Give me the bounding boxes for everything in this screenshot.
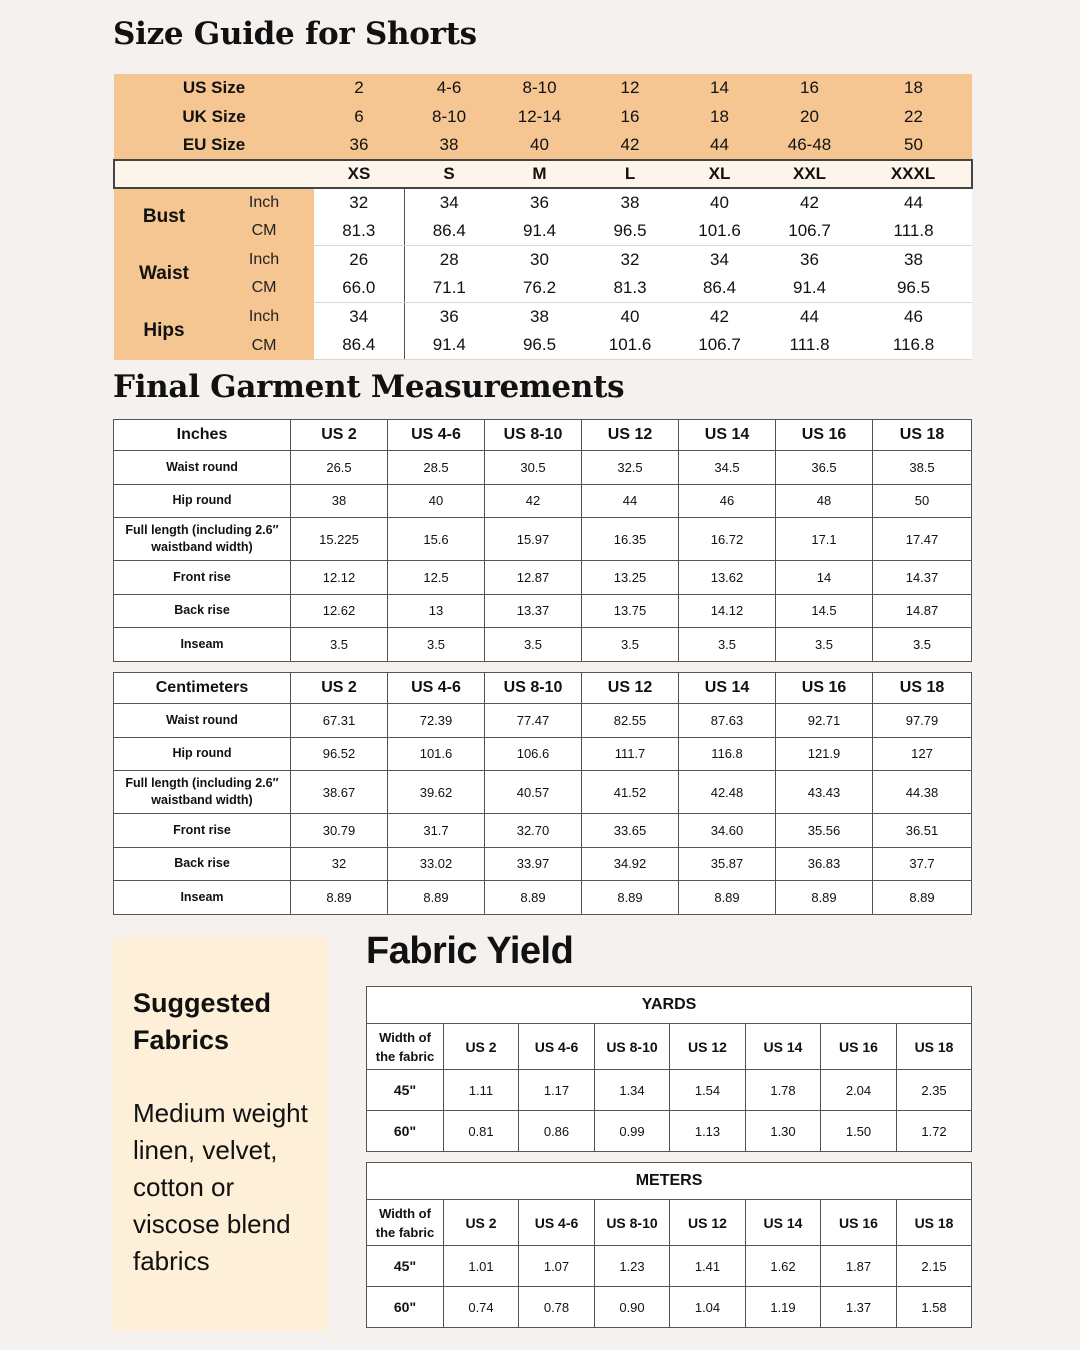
- size-cell: 12-14: [494, 103, 585, 132]
- table-cell: 35.56: [776, 814, 873, 848]
- table-cell: 0.90: [595, 1287, 670, 1328]
- table-cell: 106.6: [485, 737, 582, 771]
- measure-cell: 36: [764, 246, 855, 275]
- table-cell: 31.7: [388, 814, 485, 848]
- size-cell: 42: [585, 131, 675, 160]
- measure-cell: 36: [404, 303, 494, 332]
- table-cell: 14.12: [679, 594, 776, 628]
- table-cell: 16.72: [679, 518, 776, 561]
- table-row: [114, 737, 972, 771]
- table-cell: 43.43: [776, 771, 873, 814]
- measure-cell: 111.8: [764, 331, 855, 360]
- table-cell: 1.72: [897, 1111, 972, 1152]
- measure-cell: 96.5: [494, 331, 585, 360]
- table-cell: 8.89: [291, 881, 388, 915]
- measure-group-label: Waist: [114, 246, 214, 303]
- suggested-fabrics-title: Suggested Fabrics: [133, 988, 272, 1055]
- table-cell: 38.67: [291, 771, 388, 814]
- table-cell: 1.41: [670, 1246, 746, 1287]
- measure-group-label: Hips: [114, 303, 214, 360]
- measure-cell: 96.5: [585, 217, 675, 246]
- table-cell: 32.5: [582, 451, 679, 485]
- column-header: Centimeters: [114, 673, 291, 704]
- table-cell: 121.9: [776, 737, 873, 771]
- table-row: [114, 561, 972, 595]
- table-cell: 12.12: [291, 561, 388, 595]
- measure-cell: 42: [764, 188, 855, 217]
- row-label: Hip round: [114, 737, 291, 771]
- table-cell: 3.5: [679, 628, 776, 662]
- letter-size-cell: XL: [675, 160, 764, 189]
- table-cell: 96.52: [291, 737, 388, 771]
- measure-cell: 96.5: [855, 274, 972, 303]
- table-cell: 30.5: [485, 451, 582, 485]
- table-cell: 1.23: [595, 1246, 670, 1287]
- table-caption: YARDS: [367, 987, 972, 1024]
- column-header: US 14: [679, 673, 776, 704]
- unit-label: CM: [214, 274, 314, 303]
- table-cell: 8.89: [873, 881, 972, 915]
- table-cell: 13: [388, 594, 485, 628]
- table-cell: 17.47: [873, 518, 972, 561]
- suggested-fabrics-text: Medium weight linen, velvet, cotton or viscose blend fabrics: [133, 1098, 308, 1276]
- table-cell: 0.99: [595, 1111, 670, 1152]
- row-label: 45": [367, 1246, 444, 1287]
- row-label: Waist round: [114, 451, 291, 485]
- table-row: [367, 1070, 972, 1111]
- measure-cell: 101.6: [675, 217, 764, 246]
- column-header: US 4-6: [519, 1024, 595, 1070]
- table-cell: 30.79: [291, 814, 388, 848]
- measure-row-inch: [114, 188, 972, 217]
- column-header: US 4-6: [388, 420, 485, 451]
- table-cell: 13.25: [582, 561, 679, 595]
- column-header: US 2: [291, 673, 388, 704]
- column-header: US 4-6: [519, 1200, 595, 1246]
- row-label: 60": [367, 1111, 444, 1152]
- table-cell: 1.62: [746, 1246, 821, 1287]
- size-cell: 16: [585, 103, 675, 132]
- table-cell: 32.70: [485, 814, 582, 848]
- letter-size-cell: XS: [314, 160, 404, 189]
- table-cell: 1.30: [746, 1111, 821, 1152]
- size-cell: 12: [585, 74, 675, 103]
- letter-size-row: [114, 160, 972, 189]
- letter-size-label-cell: [114, 160, 314, 189]
- table-cell: 1.17: [519, 1070, 595, 1111]
- table-caption: METERS: [367, 1163, 972, 1200]
- measure-row-cm: [114, 217, 972, 246]
- table-cell: 3.5: [582, 628, 679, 662]
- column-header: US 12: [582, 420, 679, 451]
- table-cell: 3.5: [388, 628, 485, 662]
- yield-yards-table: [366, 986, 972, 1152]
- table-row: [114, 451, 972, 485]
- table-cell: 1.54: [670, 1070, 746, 1111]
- measure-cell: 32: [314, 188, 404, 217]
- table-cell: 116.8: [679, 737, 776, 771]
- table-cell: 87.63: [679, 704, 776, 738]
- table-cell: 33.65: [582, 814, 679, 848]
- row-label: Front rise: [114, 814, 291, 848]
- row-label: Back rise: [114, 847, 291, 881]
- table-cell: 8.89: [679, 881, 776, 915]
- column-header: US 2: [444, 1024, 519, 1070]
- table-cell: 127: [873, 737, 972, 771]
- size-cell: 4-6: [404, 74, 494, 103]
- table-cell: 0.86: [519, 1111, 595, 1152]
- measure-cell: 42: [675, 303, 764, 332]
- table-cell: 26.5: [291, 451, 388, 485]
- measure-cell: 36: [494, 188, 585, 217]
- table-cell: 1.37: [821, 1287, 897, 1328]
- table-cell: 1.87: [821, 1246, 897, 1287]
- size-region-label: US Size: [114, 74, 314, 103]
- table-row: [114, 704, 972, 738]
- header-row: [367, 1024, 972, 1070]
- size-cell: 8-10: [494, 74, 585, 103]
- row-label: Hip round: [114, 484, 291, 518]
- size-cell: 18: [675, 103, 764, 132]
- size-cell: 6: [314, 103, 404, 132]
- row-label: Inseam: [114, 628, 291, 662]
- letter-size-cell: XXL: [764, 160, 855, 189]
- size-region-row: [114, 74, 972, 103]
- table-cell: 72.39: [388, 704, 485, 738]
- size-cell: 8-10: [404, 103, 494, 132]
- measure-cell: 106.7: [675, 331, 764, 360]
- measure-cell: 38: [585, 188, 675, 217]
- measure-cell: 44: [855, 188, 972, 217]
- size-cell: 38: [404, 131, 494, 160]
- measure-cell: 40: [585, 303, 675, 332]
- header-row: [114, 673, 972, 704]
- table-cell: 41.52: [582, 771, 679, 814]
- measure-cell: 86.4: [314, 331, 404, 360]
- column-header: US 14: [746, 1024, 821, 1070]
- measure-cell: 81.3: [585, 274, 675, 303]
- measure-cell: 28: [404, 246, 494, 275]
- size-cell: 46-48: [764, 131, 855, 160]
- size-cell: 2: [314, 74, 404, 103]
- table-row: [367, 1246, 972, 1287]
- table-cell: 40: [388, 484, 485, 518]
- table-cell: 1.78: [746, 1070, 821, 1111]
- table-row: [367, 1111, 972, 1152]
- measure-cell: 32: [585, 246, 675, 275]
- table-cell: 33.02: [388, 847, 485, 881]
- measure-row-inch: [114, 303, 972, 332]
- table-cell: 2.15: [897, 1246, 972, 1287]
- column-header: US 14: [679, 420, 776, 451]
- measure-cell: 34: [314, 303, 404, 332]
- size-region-row: [114, 103, 972, 132]
- measure-cell: 86.4: [404, 217, 494, 246]
- column-header: US 4-6: [388, 673, 485, 704]
- table-cell: 101.6: [388, 737, 485, 771]
- table-cell: 48: [776, 484, 873, 518]
- row-label: Full length (including 2.6″ waistband width): [114, 771, 291, 814]
- table-cell: 1.19: [746, 1287, 821, 1328]
- measure-row-cm: [114, 331, 972, 360]
- size-region-label: UK Size: [114, 103, 314, 132]
- yield-meters-table: [366, 1162, 972, 1328]
- unit-label: Inch: [214, 188, 314, 217]
- size-guide-table: [113, 74, 971, 360]
- suggested-fabrics-panel: [113, 937, 328, 1331]
- column-header: US 14: [746, 1200, 821, 1246]
- header-row: [114, 420, 972, 451]
- caption-row: [367, 987, 972, 1024]
- table-cell: 3.5: [291, 628, 388, 662]
- table-cell: 16.35: [582, 518, 679, 561]
- table-cell: 1.34: [595, 1070, 670, 1111]
- table-cell: 28.5: [388, 451, 485, 485]
- table-cell: 8.89: [485, 881, 582, 915]
- table-cell: 0.78: [519, 1287, 595, 1328]
- table-row: [114, 594, 972, 628]
- table-cell: 111.7: [582, 737, 679, 771]
- column-header: US 18: [873, 420, 972, 451]
- row-label: 60": [367, 1287, 444, 1328]
- garment-cm-table: [113, 672, 972, 915]
- letter-size-cell: XXXL: [855, 160, 972, 189]
- column-header: US 16: [776, 420, 873, 451]
- table-cell: 15.225: [291, 518, 388, 561]
- table-cell: 82.55: [582, 704, 679, 738]
- measure-cell: 76.2: [494, 274, 585, 303]
- measure-row-cm: [114, 274, 972, 303]
- garment-inches-table: [113, 419, 972, 662]
- table-cell: 15.97: [485, 518, 582, 561]
- size-cell: 20: [764, 103, 855, 132]
- size-cell: 16: [764, 74, 855, 103]
- size-cell: 50: [855, 131, 972, 160]
- unit-label: Inch: [214, 246, 314, 275]
- table-cell: 34.60: [679, 814, 776, 848]
- measure-cell: 71.1: [404, 274, 494, 303]
- table-row: [114, 484, 972, 518]
- column-header: US 8-10: [595, 1024, 670, 1070]
- table-row: [114, 771, 972, 814]
- size-cell: 14: [675, 74, 764, 103]
- row-label: Back rise: [114, 594, 291, 628]
- column-header: US 18: [897, 1200, 972, 1246]
- column-header: US 12: [582, 673, 679, 704]
- table-cell: 50: [873, 484, 972, 518]
- table-cell: 3.5: [873, 628, 972, 662]
- table-cell: 1.50: [821, 1111, 897, 1152]
- measure-cell: 116.8: [855, 331, 972, 360]
- column-header: US 12: [670, 1024, 746, 1070]
- column-header: US 2: [291, 420, 388, 451]
- column-header: Inches: [114, 420, 291, 451]
- table-cell: 36.5: [776, 451, 873, 485]
- table-cell: 38: [291, 484, 388, 518]
- table-row: [114, 518, 972, 561]
- table-cell: 44: [582, 484, 679, 518]
- table-cell: 1.04: [670, 1287, 746, 1328]
- unit-label: CM: [214, 217, 314, 246]
- table-cell: 46: [679, 484, 776, 518]
- table-cell: 3.5: [776, 628, 873, 662]
- measure-cell: 30: [494, 246, 585, 275]
- table-row: [114, 628, 972, 662]
- table-cell: 38.5: [873, 451, 972, 485]
- measure-cell: 81.3: [314, 217, 404, 246]
- size-region-label: EU Size: [114, 131, 314, 160]
- table-cell: 1.13: [670, 1111, 746, 1152]
- measure-cell: 40: [675, 188, 764, 217]
- row-label: Full length (including 2.6″ waistband width): [114, 518, 291, 561]
- column-header: US 2: [444, 1200, 519, 1246]
- table-cell: 13.37: [485, 594, 582, 628]
- measure-row-inch: [114, 246, 972, 275]
- table-cell: 14.37: [873, 561, 972, 595]
- measure-cell: 111.8: [855, 217, 972, 246]
- table-cell: 14.87: [873, 594, 972, 628]
- fabric-yield-title: Fabric Yield: [366, 930, 574, 972]
- letter-size-cell: S: [404, 160, 494, 189]
- letter-size-cell: L: [585, 160, 675, 189]
- measure-cell: 34: [675, 246, 764, 275]
- row-label: Waist round: [114, 704, 291, 738]
- row-label: Inseam: [114, 881, 291, 915]
- table-cell: 1.07: [519, 1246, 595, 1287]
- table-cell: 15.6: [388, 518, 485, 561]
- size-guide-title: Size Guide for Shorts: [113, 16, 477, 52]
- table-cell: 12.5: [388, 561, 485, 595]
- column-header: US 8-10: [595, 1200, 670, 1246]
- table-cell: 39.62: [388, 771, 485, 814]
- table-cell: 0.74: [444, 1287, 519, 1328]
- table-cell: 35.87: [679, 847, 776, 881]
- measure-cell: 46: [855, 303, 972, 332]
- column-header: Width of the fabric: [367, 1200, 444, 1246]
- table-row: [114, 814, 972, 848]
- table-cell: 13.75: [582, 594, 679, 628]
- table-cell: 12.87: [485, 561, 582, 595]
- table-cell: 97.79: [873, 704, 972, 738]
- caption-row: [367, 1163, 972, 1200]
- column-header: US 16: [776, 673, 873, 704]
- table-cell: 40.57: [485, 771, 582, 814]
- table-cell: 34.5: [679, 451, 776, 485]
- table-cell: 1.11: [444, 1070, 519, 1111]
- table-cell: 42: [485, 484, 582, 518]
- measure-cell: 38: [855, 246, 972, 275]
- size-cell: 22: [855, 103, 972, 132]
- measure-cell: 26: [314, 246, 404, 275]
- column-header: US 8-10: [485, 420, 582, 451]
- table-cell: 42.48: [679, 771, 776, 814]
- table-cell: 77.47: [485, 704, 582, 738]
- table-row: [114, 881, 972, 915]
- measure-cell: 66.0: [314, 274, 404, 303]
- table-cell: 8.89: [388, 881, 485, 915]
- table-cell: 13.62: [679, 561, 776, 595]
- table-cell: 36.51: [873, 814, 972, 848]
- size-cell: 18: [855, 74, 972, 103]
- table-cell: 67.31: [291, 704, 388, 738]
- column-header: US 18: [897, 1024, 972, 1070]
- measure-cell: 38: [494, 303, 585, 332]
- unit-label: Inch: [214, 303, 314, 332]
- column-header: US 18: [873, 673, 972, 704]
- table-cell: 14: [776, 561, 873, 595]
- table-cell: 92.71: [776, 704, 873, 738]
- measure-cell: 101.6: [585, 331, 675, 360]
- table-cell: 8.89: [582, 881, 679, 915]
- header-row: [367, 1200, 972, 1246]
- table-cell: 2.04: [821, 1070, 897, 1111]
- letter-size-cell: M: [494, 160, 585, 189]
- table-cell: 0.81: [444, 1111, 519, 1152]
- row-label: 45": [367, 1070, 444, 1111]
- table-cell: 3.5: [485, 628, 582, 662]
- table-cell: 32: [291, 847, 388, 881]
- table-cell: 36.83: [776, 847, 873, 881]
- size-region-row: [114, 131, 972, 160]
- measure-group-label: Bust: [114, 188, 214, 245]
- measure-cell: 91.4: [404, 331, 494, 360]
- column-header: US 8-10: [485, 673, 582, 704]
- table-cell: 2.35: [897, 1070, 972, 1111]
- unit-label: CM: [214, 331, 314, 360]
- size-cell: 44: [675, 131, 764, 160]
- table-cell: 34.92: [582, 847, 679, 881]
- column-header: US 16: [821, 1200, 897, 1246]
- final-garment-title: Final Garment Measurements: [113, 369, 625, 405]
- table-cell: 44.38: [873, 771, 972, 814]
- row-label: Front rise: [114, 561, 291, 595]
- table-row: [367, 1287, 972, 1328]
- table-cell: 17.1: [776, 518, 873, 561]
- measure-cell: 91.4: [764, 274, 855, 303]
- size-cell: 36: [314, 131, 404, 160]
- measure-cell: 106.7: [764, 217, 855, 246]
- table-cell: 12.62: [291, 594, 388, 628]
- measure-cell: 91.4: [494, 217, 585, 246]
- table-row: [114, 847, 972, 881]
- table-cell: 33.97: [485, 847, 582, 881]
- column-header: Width of the fabric: [367, 1024, 444, 1070]
- table-cell: 1.58: [897, 1287, 972, 1328]
- measure-cell: 86.4: [675, 274, 764, 303]
- table-cell: 14.5: [776, 594, 873, 628]
- table-cell: 1.01: [444, 1246, 519, 1287]
- measure-cell: 44: [764, 303, 855, 332]
- column-header: US 12: [670, 1200, 746, 1246]
- measure-cell: 34: [404, 188, 494, 217]
- table-cell: 37.7: [873, 847, 972, 881]
- table-cell: 8.89: [776, 881, 873, 915]
- size-cell: 40: [494, 131, 585, 160]
- column-header: US 16: [821, 1024, 897, 1070]
